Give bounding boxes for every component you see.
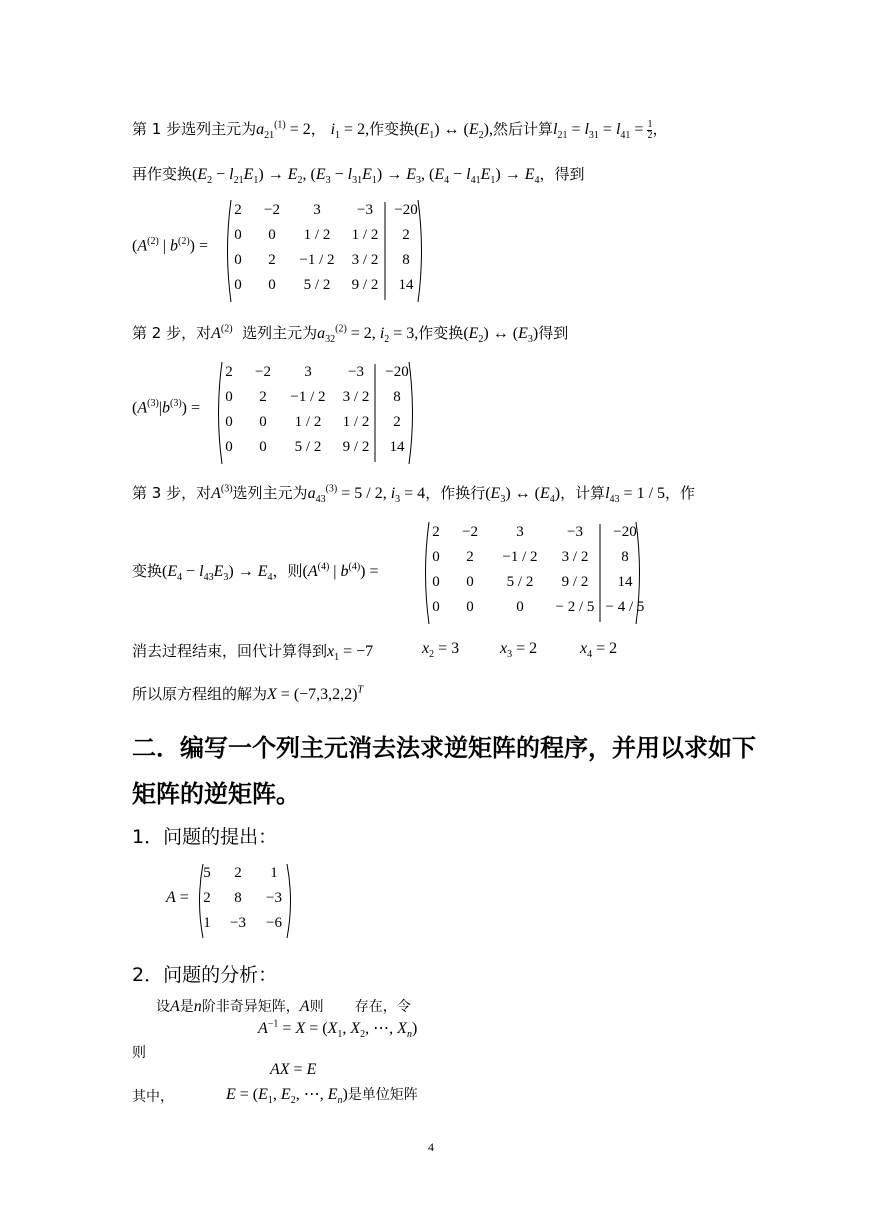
analysis-text-c: 阶非奇异矩阵， [201,999,300,1015]
step3-text-a: 第 3 步，对 [132,484,212,502]
step3-text-e: ，作 [665,484,696,502]
matrix-cell: 5 [203,865,211,881]
matrix-cell: 2 [402,227,410,243]
section-title-line1: 二．编写一个列主元消去法求逆矩阵的程序，并用以求如下 [132,734,756,762]
matrix-cell: −2 [255,364,271,380]
matrix-cell: 5 / 2 [506,574,534,590]
matrix-cell: 8 [621,549,629,565]
matrix-cell: −6 [266,915,282,931]
x3: $x_3 = 2$ [500,640,538,661]
qizhong-label: 其中， [132,1089,174,1105]
matrix-cell: −3 [266,890,282,906]
matrix-cell: 0 [225,414,233,430]
matrix-cell: −1 / 2 [290,389,326,405]
matrix-cell: 1 [203,915,211,931]
matrix-cell: 0 [259,414,267,430]
result-line: 消去过程结束，回代计算得到$x_1 = -7$ [132,642,374,664]
matrix-cell: 2 [234,865,242,881]
matrix-cell: 2 [225,364,233,380]
subsection-2-title: 2．问题的分析： [132,964,278,986]
matrix-cell: 2 [393,414,401,430]
matrix-cell: 0 [432,599,440,615]
matrix-cell: 3 [313,202,321,218]
subsection-1-title: 1．问题的提出： [132,826,278,848]
matrix-cell: −3 [348,364,364,380]
matrix-cell: 0 [268,277,276,293]
matrix-cell: 0 [432,549,440,565]
step2-text-a: 第 2 步，对 [132,324,212,342]
matrix-cell: 1 / 2 [351,227,379,243]
step1-text-c: 作变换 [369,120,415,138]
matrix-cell: 14 [398,277,414,293]
matrix-cell: 2 [466,549,474,565]
page-number: 4 [428,1140,434,1154]
matrix-cell: 9 / 2 [342,439,370,455]
matrix-cell: −1 / 2 [299,252,335,268]
matrix-cell: 1 [270,865,278,881]
matrix-cell: − 2 / 5 [555,599,595,615]
eq-ax-e: AX = E [270,1061,317,1078]
analysis-text-a: 设 [156,999,170,1015]
analysis-text-e: 存在，令 [354,999,411,1015]
matrix-cell: 8 [393,389,401,405]
m3-lhs: $(A^{(3)}|b^{(3)})$ = [132,398,201,417]
matrix-cell: 8 [234,890,242,906]
matrix-cell: 3 [516,524,524,540]
step1-text-a: 第 1 步选列主元为 [132,120,257,138]
solution-line: 所以原方程组的解为$X = (-7,3,2,2)^T$ [132,684,364,703]
matrix-A-lhs: A = [166,889,189,906]
matrix-cell: 2 [259,389,267,405]
result-text: 消去过程结束，回代计算得到 [132,642,328,660]
matrix-cell: 0 [268,227,276,243]
matrix-cell: 9 / 2 [351,277,379,293]
matrix-cell: 5 / 2 [294,439,322,455]
m2-lhs: ($A^{(2)}$ | $b^{(2)}$) = [132,236,209,255]
matrix-cell: 0 [259,439,267,455]
step1-line2-b: ，得到 [539,165,585,183]
step3-line2: 变换$(E_4 - l_{43}E_3) \to E_4$，则($A^{(4)}$ | $b^{(4)}$) = [132,561,379,584]
matrix-cell: 0 [466,574,474,590]
step2-text-d: 得到 [538,324,569,342]
step1-text-d: 然后计算 [492,120,553,138]
matrix-cell: 3 [304,364,312,380]
matrix-cell: 14 [617,574,633,590]
matrix-cell: 0 [516,599,524,615]
matrix-cell: 8 [402,252,410,268]
step1-line1: 第 1 步选列主元为$a_{21}^{(1)} = 2$， $i_1 = 2$,作变换$(E_1)$ ↔ $(E_2)$,然后计算$l_{21} = l_{31} = l_{41}$ = $\frac{1}{2}$ ， [132,118,668,142]
matrix-cell: 14 [389,439,405,455]
matrix-cell: −20 [613,524,637,540]
x4: $x_4 = 2$ [580,640,618,661]
x2: $x_2 = 3$ [422,640,460,661]
matrix-cell: 0 [234,227,242,243]
m2-matrix [222,198,427,304]
matrix-cell: 9 / 2 [561,574,589,590]
matrix-cell: 0 [234,252,242,268]
matrix-cell: −3 [230,915,246,931]
matrix-cell: −3 [567,524,583,540]
matrix-cell: 3 / 2 [351,252,379,268]
matrix-cell: −3 [357,202,373,218]
step2-text-b: 选列主元为 [242,324,318,342]
step2-text-c: 作变换 [418,324,464,342]
matrix-cell: 0 [234,277,242,293]
analysis-text-b: 是 [179,999,194,1015]
matrix-cell: 0 [432,574,440,590]
m4-matrix [420,520,645,626]
step2-line: 第 2 步，对$A^{(2)}$ 选列主元为$a_{32}^{(2)} = 2$, $i_2 = 3$,作变换$(E_2)$ ↔ $(E_3)$得到 [132,323,569,346]
step3-line1: 第 3 步，对$A^{(3)}$选列主元为$a_{43}^{(3)} = 5 / 2$, $i_3 = 4$，作换行$(E_3)$ ↔ $(E_4)$，计算$l_{43} = 1 / 5$，作 [132,483,696,506]
matrix-cell: 2 [432,524,440,540]
step1-line2-a: 再作变换 [132,165,193,183]
matrix-cell: 0 [225,439,233,455]
step1-text-b: ， [310,120,326,138]
matrix-cell: − 4 / 5 [605,599,645,615]
analysis-line1: 设A是n阶非奇异矩阵，A则 存在，令 [156,998,411,1015]
step1-line2: 再作变换$(E_2 - l_{21}E_1) \to E_2$, $(E_3 - l_{31}E_1) \to E_3$, $(E_4 - l_{41}E_1) \to E_4$，得到 [132,165,585,187]
matrix-cell: −2 [462,524,478,540]
step3-text-f: 变换 [132,562,163,580]
ze-label: 则 [132,1045,146,1061]
matrix-cell: −1 / 2 [502,549,538,565]
eq-unit: $E = (E_1$, $E_2$, ⋯, $E_n$)是单位矩阵 [226,1086,418,1107]
step1-text-e: ， [652,120,668,138]
matrix-cell: 0 [466,599,474,615]
matrix-cell: 1 / 2 [342,414,370,430]
matrix-cell: 0 [225,389,233,405]
section-title-line2: 矩阵的逆矩阵。 [132,780,300,808]
step3-text-b: 选列主元为 [232,484,308,502]
step3-text-c: ，作换行 [425,484,486,502]
matrix-A [194,862,296,940]
m3-matrix [213,360,418,466]
matrix-cell: 5 / 2 [303,277,331,293]
matrix-cell: −2 [264,202,280,218]
unit-text: 是单位矩阵 [347,1087,418,1103]
analysis-text-d: 则 [309,999,324,1015]
step3-text-d: ，计算 [560,484,606,502]
matrix-cell: −20 [394,202,418,218]
matrix-cell: 2 [268,252,276,268]
matrix-cell: 2 [234,202,242,218]
matrix-cell: 3 / 2 [561,549,589,565]
matrix-cell: −20 [385,364,409,380]
matrix-cell: 1 / 2 [294,414,322,430]
matrix-cell: 1 / 2 [303,227,331,243]
step3-text-g: ，则 [272,562,303,580]
matrix-cell: 3 / 2 [342,389,370,405]
solution-label: 所以原方程组的解为 [132,685,268,703]
matrix-cell: 2 [203,890,211,906]
eq-inverse: $A^{-1} = X = (X_1$, $X_2$, ⋯, $X_n$) [258,1018,418,1041]
